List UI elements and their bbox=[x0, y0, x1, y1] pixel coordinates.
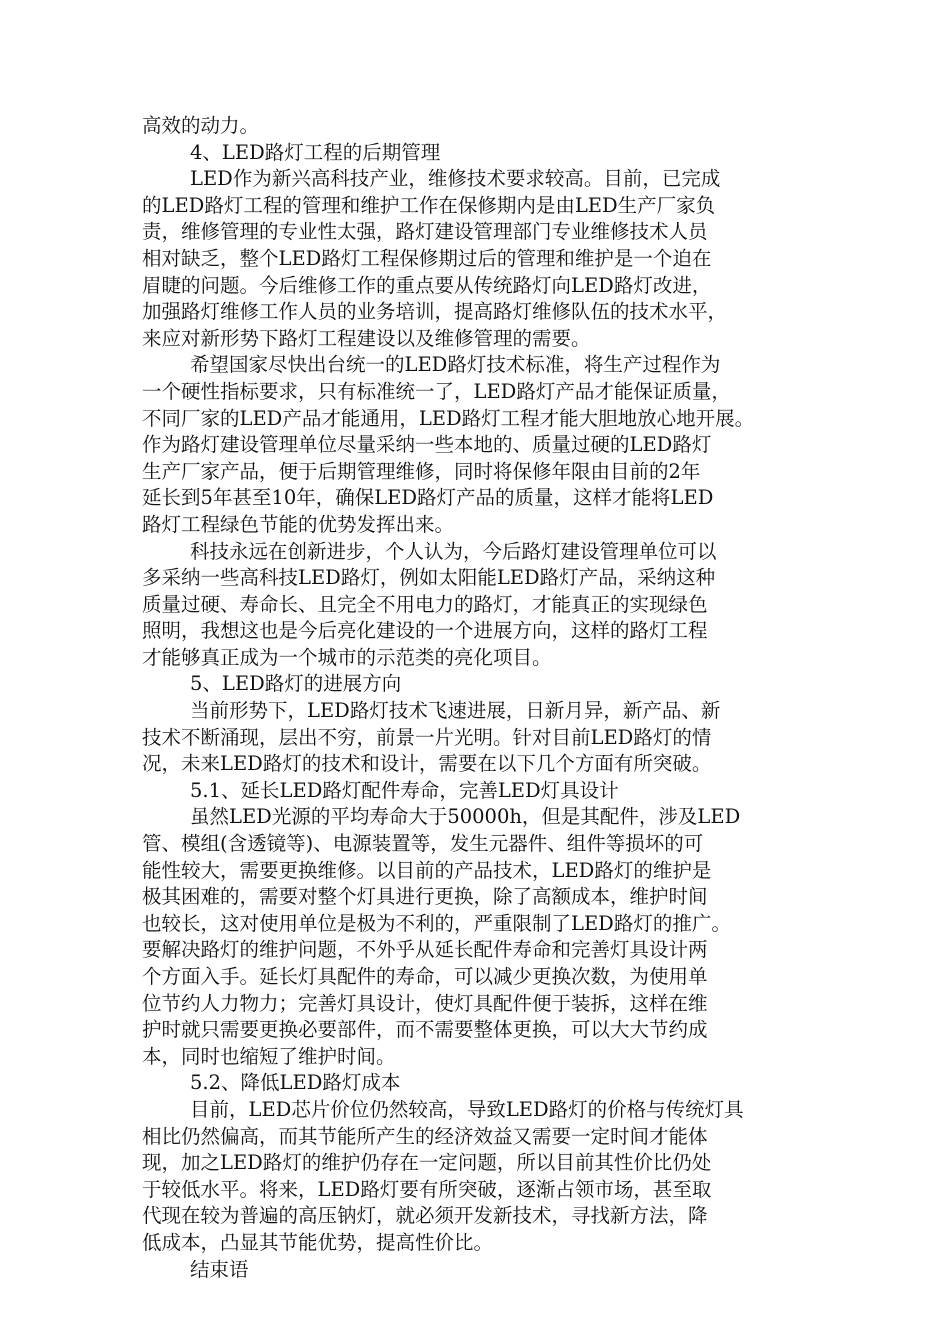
text-line: 路灯工程绿色节能的优势发挥出来。 bbox=[142, 512, 455, 536]
text-line: 来应对新形势下路灯工程建设以及维修管理的需要。 bbox=[142, 326, 591, 350]
text-line: 相对缺乏，整个LED路灯工程保修期过后的管理和维护是一个迫在 bbox=[142, 246, 712, 270]
text-line: 希望国家尽快出台统一的LED路灯技术标准，将生产过程作为 bbox=[190, 353, 721, 377]
text-line: 低成本，凸显其节能优势，提高性价比。 bbox=[142, 1230, 494, 1254]
text-line: 个方面入手。延长灯具配件的寿命，可以减少更换次数，为使用单 bbox=[142, 965, 708, 988]
text-line: 护时就只需要更换必要部件，而不需要整体更换，可以大大节约成 bbox=[142, 1018, 708, 1042]
text-line: 的LED路灯工程的管理和维护工作在保修期内是由LED生产厂家负 bbox=[142, 193, 716, 217]
text-line: 4、LED路灯工程的后期管理 bbox=[190, 140, 441, 164]
text-line: 高效的动力。 bbox=[142, 114, 260, 137]
document-page bbox=[142, 113, 822, 1283]
text-line: 位节约人力物力；完善灯具设计，使灯具配件便于装拆，这样在维 bbox=[142, 991, 708, 1015]
text-line: 极其困难的，需要对整个灯具进行更换，除了高额成本，维护时间 bbox=[142, 885, 708, 909]
text-line: 责，维修管理的专业性太强，路灯建设管理部门专业维修技术人员 bbox=[142, 220, 708, 244]
text-line: 科技永远在创新进步，个人认为，今后路灯建设管理单位可以 bbox=[190, 539, 717, 563]
text-line: 作为路灯建设管理单位尽量采纳一些本地的、质量过硬的LED路灯 bbox=[142, 433, 712, 457]
text-line: 能性较大，需要更换维修。以目前的产品技术，LED路灯的维护是 bbox=[142, 858, 712, 882]
text-line: 现，加之LED路灯的维护仍存在一定问题，所以目前其性价比仍处 bbox=[142, 1151, 712, 1175]
text-line: 才能够真正成为一个城市的示范类的亮化项目。 bbox=[142, 645, 552, 669]
text-line: 5.2、降低LED路灯成本 bbox=[190, 1071, 401, 1095]
text-line: 延长到5年甚至10年，确保LED路灯产品的质量，这样才能将LED bbox=[142, 486, 714, 510]
text-line: 5、LED路灯的进展方向 bbox=[190, 672, 402, 696]
text-line: 照明，我想这也是今后亮化建设的一个进展方向，这样的路灯工程 bbox=[142, 619, 708, 643]
text-line: 当前形势下，LED路灯技术飞速进展，日新月异，新产品、新 bbox=[190, 699, 721, 723]
text-line: 也较长，这对使用单位是极为不利的，严重限制了LED路灯的推广。 bbox=[142, 911, 731, 935]
text-line: 技术不断涌现，层出不穷，前景一片光明。针对目前LED路灯的情 bbox=[142, 725, 712, 749]
text-line: 于较低水平。将来，LED路灯要有所突破，逐渐占领市场，甚至取 bbox=[142, 1177, 712, 1201]
text-line: 质量过硬、寿命长、且完全不用电力的路灯，才能真正的实现绿色 bbox=[142, 592, 708, 616]
text-line: 本，同时也缩短了维护时间。 bbox=[142, 1044, 396, 1068]
text-line: LED作为新兴高科技产业，维修技术要求较高。目前，已完成 bbox=[190, 167, 721, 191]
text-line: 相比仍然偏高，而其节能所产生的经济效益又需要一定时间才能体 bbox=[142, 1124, 708, 1148]
text-line: 结束语 bbox=[190, 1257, 249, 1281]
text-line: 5.1、延长LED路灯配件寿命，完善LED灯具设计 bbox=[190, 778, 619, 802]
text-line: 目前，LED芯片价位仍然较高，导致LED路灯的价格与传统灯具 bbox=[190, 1097, 744, 1121]
text-line: 多采纳一些高科技LED路灯，例如太阳能LED路灯产品，采纳这种 bbox=[142, 566, 716, 590]
text-line: 虽然LED光源的平均寿命大于50000h，但是其配件，涉及LED bbox=[190, 805, 741, 829]
text-line: 眉睫的问题。今后维修工作的重点要从传统路灯向LED路灯改进， bbox=[142, 273, 712, 297]
text-line: 代现在较为普遍的高压钠灯，就必须开发新技术，寻找新方法，降 bbox=[142, 1204, 708, 1228]
text-line: 不同厂家的LED产品才能通用，LED路灯工程才能大胆地放心地开展。 bbox=[142, 406, 755, 430]
text-line: 加强路灯维修工作人员的业务培训，提高路灯维修队伍的技术水平， bbox=[142, 300, 728, 324]
text-line: 一个硬性指标要求，只有标准统一了，LED路灯产品才能保证质量， bbox=[142, 379, 731, 403]
text-line: 况，未来LED路灯的技术和设计，需要在以下几个方面有所突破。 bbox=[142, 752, 712, 776]
text-line: 管、模组(含透镜等)、电源装置等，发生元器件、组件等损坏的可 bbox=[142, 832, 704, 856]
text-line: 生产厂家产品，便于后期管理维修，同时将保修年限由目前的2年 bbox=[142, 459, 701, 483]
text-line: 要解决路灯的维护问题，不外乎从延长配件寿命和完善灯具设计两 bbox=[142, 938, 708, 962]
